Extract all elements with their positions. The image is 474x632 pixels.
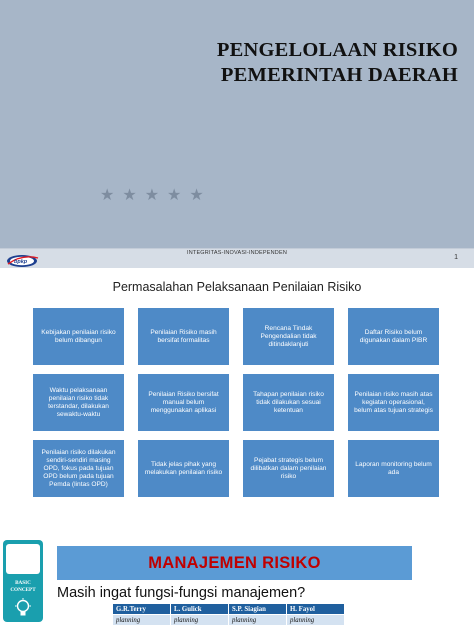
problem-box: Rencana Tindak Pengendalian tidak ditindaklanjuti [243, 308, 334, 365]
problems-slide [0, 272, 474, 534]
star-icon: ★ [189, 187, 204, 204]
problems-heading: Permasalahan Pelaksanaan Penilaian Risiko [112, 280, 362, 294]
problem-box: Penilaian risiko dilakukan sendiri-sendiri masing OPD, fokus pada tujuan OPD belum pada tujuan Pemda (lintas OPD) [33, 440, 124, 497]
star-icon: ★ [100, 187, 115, 204]
tagline: INTEGRITAS-INOVASI-INDEPENDEN [186, 250, 288, 256]
star-icon: ★ [144, 187, 160, 204]
page-number: 1 [454, 254, 458, 261]
table-cell: planning [113, 615, 171, 626]
star-icon: ★ [122, 187, 137, 204]
table-header: S.P. Siagian [229, 604, 287, 615]
slide-title [198, 38, 458, 88]
section-banner [57, 546, 412, 580]
problem-box: Waktu pelaksanaan penilaian risiko tidak terstandar, dilakukan sewaktu-waktu [33, 374, 124, 431]
logo-text: bpkp [14, 259, 28, 265]
slide-title-line2: PEMERINTAH DAERAH [220, 64, 458, 86]
badge-line1: BASIC [15, 580, 31, 586]
management-functions-table [112, 603, 345, 626]
problem-box: Tahapan penilaian risiko tidak dilakukan sesuai ketentuan [243, 374, 334, 431]
badge-line2: CONCEPT [10, 586, 36, 593]
badge-panel [6, 544, 40, 574]
table-header-row [113, 604, 345, 615]
table-cell: planning [229, 615, 287, 626]
table-header: L. Gulick [171, 604, 229, 615]
badge-text [3, 580, 43, 593]
star-icon: ★ [167, 187, 182, 204]
problem-box: Kebijakan penilaian risiko belum dibangun [33, 308, 124, 365]
title-slide [0, 0, 474, 268]
lightbulb-icon [14, 598, 32, 620]
question-text: Masih ingat fungsi-fungsi manajemen? [57, 585, 306, 601]
problem-box: Laporan monitoring belum ada [348, 440, 439, 497]
problem-grid [33, 308, 439, 497]
problem-box: Pejabat strategis belum dilibatkan dalam penilaian risiko [243, 440, 334, 497]
basic-concept-badge [3, 540, 43, 622]
table-cell: planning [171, 615, 229, 626]
table-header: G.R.Terry [113, 604, 171, 615]
slide-title-line1: PENGELOLAAN RISIKO [216, 39, 458, 61]
problem-box: Tidak jelas pihak yang melakukan penilaian risiko [138, 440, 229, 497]
table-cell: planning [287, 615, 345, 626]
star-rating [100, 188, 204, 204]
concept-slide [0, 534, 474, 632]
table-row [113, 615, 345, 626]
problem-box: Penilaian Risiko bersifat manual belum menggunakan aplikasi [138, 374, 229, 431]
problem-box: Penilaian risiko masih atas kegiatan operasional, belum atas tujuan strategis [348, 374, 439, 431]
problem-box: Daftar Risiko belum digunakan dalam PIBR [348, 308, 439, 365]
banner-title: MANAJEMEN RISIKO [148, 553, 321, 572]
table-header: H. Fayol [287, 604, 345, 615]
problem-box: Penilaian Risiko masih bersifat formalitas [138, 308, 229, 365]
